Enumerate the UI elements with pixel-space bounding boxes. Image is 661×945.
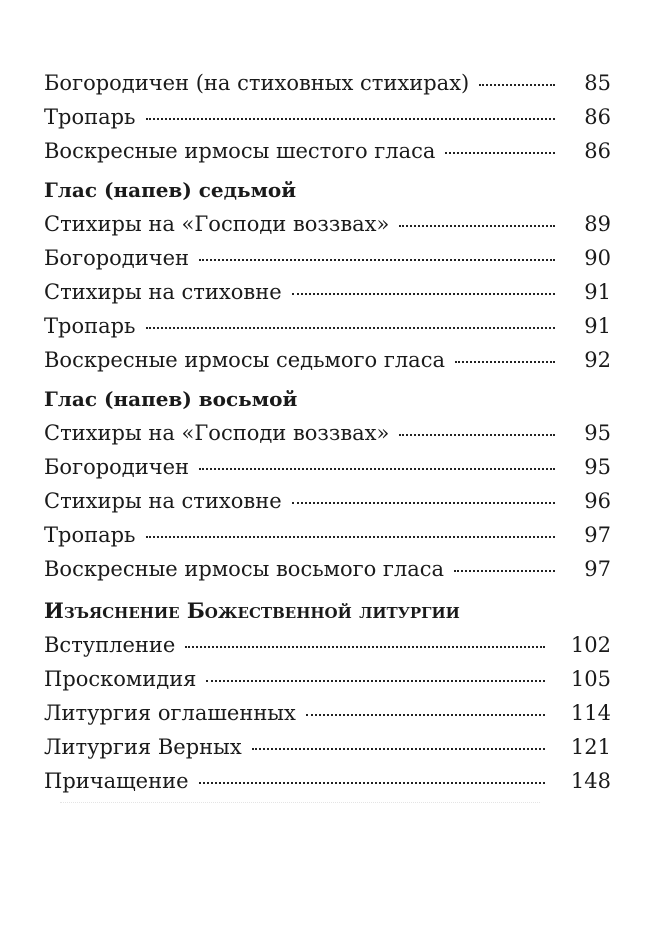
toc-entry[interactable] [44,275,611,309]
section-heading: Глас (напев) седьмой [44,178,297,202]
toc-entry-title: Литургия Верных [44,735,242,759]
toc-entry-page: 92 [584,348,611,372]
section-heading: Изъяснение Божественной литургии [44,598,460,623]
dot-leader [146,536,556,538]
toc-entry-page: 86 [584,105,611,129]
dot-leader [454,570,555,572]
dot-leader [306,714,545,716]
dot-leader [185,646,545,648]
toc-entry-title: Тропарь [44,105,136,129]
toc-entry[interactable] [44,764,611,798]
toc-entry-page: 89 [584,212,611,236]
toc-entry-title: Воскресные ирмосы седьмого гласа [44,348,445,372]
dot-leader [146,327,556,329]
toc-entry-page: 114 [570,701,611,725]
toc-entry-title: Воскресные ирмосы восьмого гласа [44,557,445,581]
toc-entry-page: 90 [584,246,611,270]
toc-entry[interactable] [44,484,611,518]
dot-leader [292,502,555,504]
toc-entry-title: Литургия оглашенных [44,701,296,725]
toc-entry[interactable] [44,343,611,377]
toc-entry-title: Причащение [44,769,189,793]
toc-entry[interactable] [44,696,611,730]
dot-leader [199,259,555,261]
table-of-contents [44,66,611,798]
dot-leader [445,152,555,154]
toc-entry-page: 95 [584,421,611,445]
dot-leader [479,84,555,86]
section-heading: Глас (напев) восьмой [44,387,298,411]
toc-entry-page: 91 [584,280,611,304]
toc-entry[interactable] [44,416,611,450]
toc-entry-page: 121 [570,735,611,759]
toc-entry[interactable] [44,241,611,275]
toc-entry-title: Стихиры на «Господи воззвах» [44,421,390,445]
toc-entry-title: Стихиры на стиховне [44,280,282,304]
toc-entry-title: Стихиры на «Господи воззвах» [44,212,390,236]
toc-entry-page: 91 [584,314,611,338]
dot-leader [292,293,555,295]
dot-leader [199,468,555,470]
toc-entry-title: Проскомидия [44,667,197,691]
toc-entry-page: 148 [570,769,611,793]
dot-leader [206,680,544,682]
toc-entry-title: Богородичен (на стиховных стихирах) [44,71,470,95]
dot-leader [399,434,555,436]
toc-entry-page: 105 [570,667,611,691]
toc-entry[interactable] [44,66,611,100]
dot-leader [455,361,555,363]
toc-entry-title: Богородичен [44,246,190,270]
toc-entry-title: Богородичен [44,455,190,479]
toc-entry-page: 97 [584,523,611,547]
toc-entry-title: Стихиры на стиховне [44,489,282,513]
toc-entry[interactable] [44,628,611,662]
toc-entry[interactable] [44,518,611,552]
toc-entry-page: 97 [584,557,611,581]
toc-entry-title: Воскресные ирмосы шестого гласа [44,139,436,163]
page-smudge [60,800,540,803]
toc-entry-page: 95 [584,455,611,479]
toc-entry-title: Тропарь [44,314,136,338]
toc-entry[interactable] [44,309,611,343]
toc-entry[interactable] [44,730,611,764]
toc-entry[interactable] [44,100,611,134]
toc-entry-page: 86 [584,139,611,163]
toc-entry[interactable] [44,134,611,168]
toc-entry[interactable] [44,450,611,484]
dot-leader [252,748,545,750]
toc-entry-title: Вступление [44,633,176,657]
dot-leader [399,225,555,227]
toc-entry-page: 96 [584,489,611,513]
toc-entry[interactable] [44,552,611,586]
toc-entry[interactable] [44,207,611,241]
toc-entry-title: Тропарь [44,523,136,547]
toc-entry-page: 85 [584,71,611,95]
dot-leader [146,118,556,120]
toc-entry-page: 102 [570,633,611,657]
dot-leader [199,782,545,784]
toc-entry[interactable] [44,662,611,696]
